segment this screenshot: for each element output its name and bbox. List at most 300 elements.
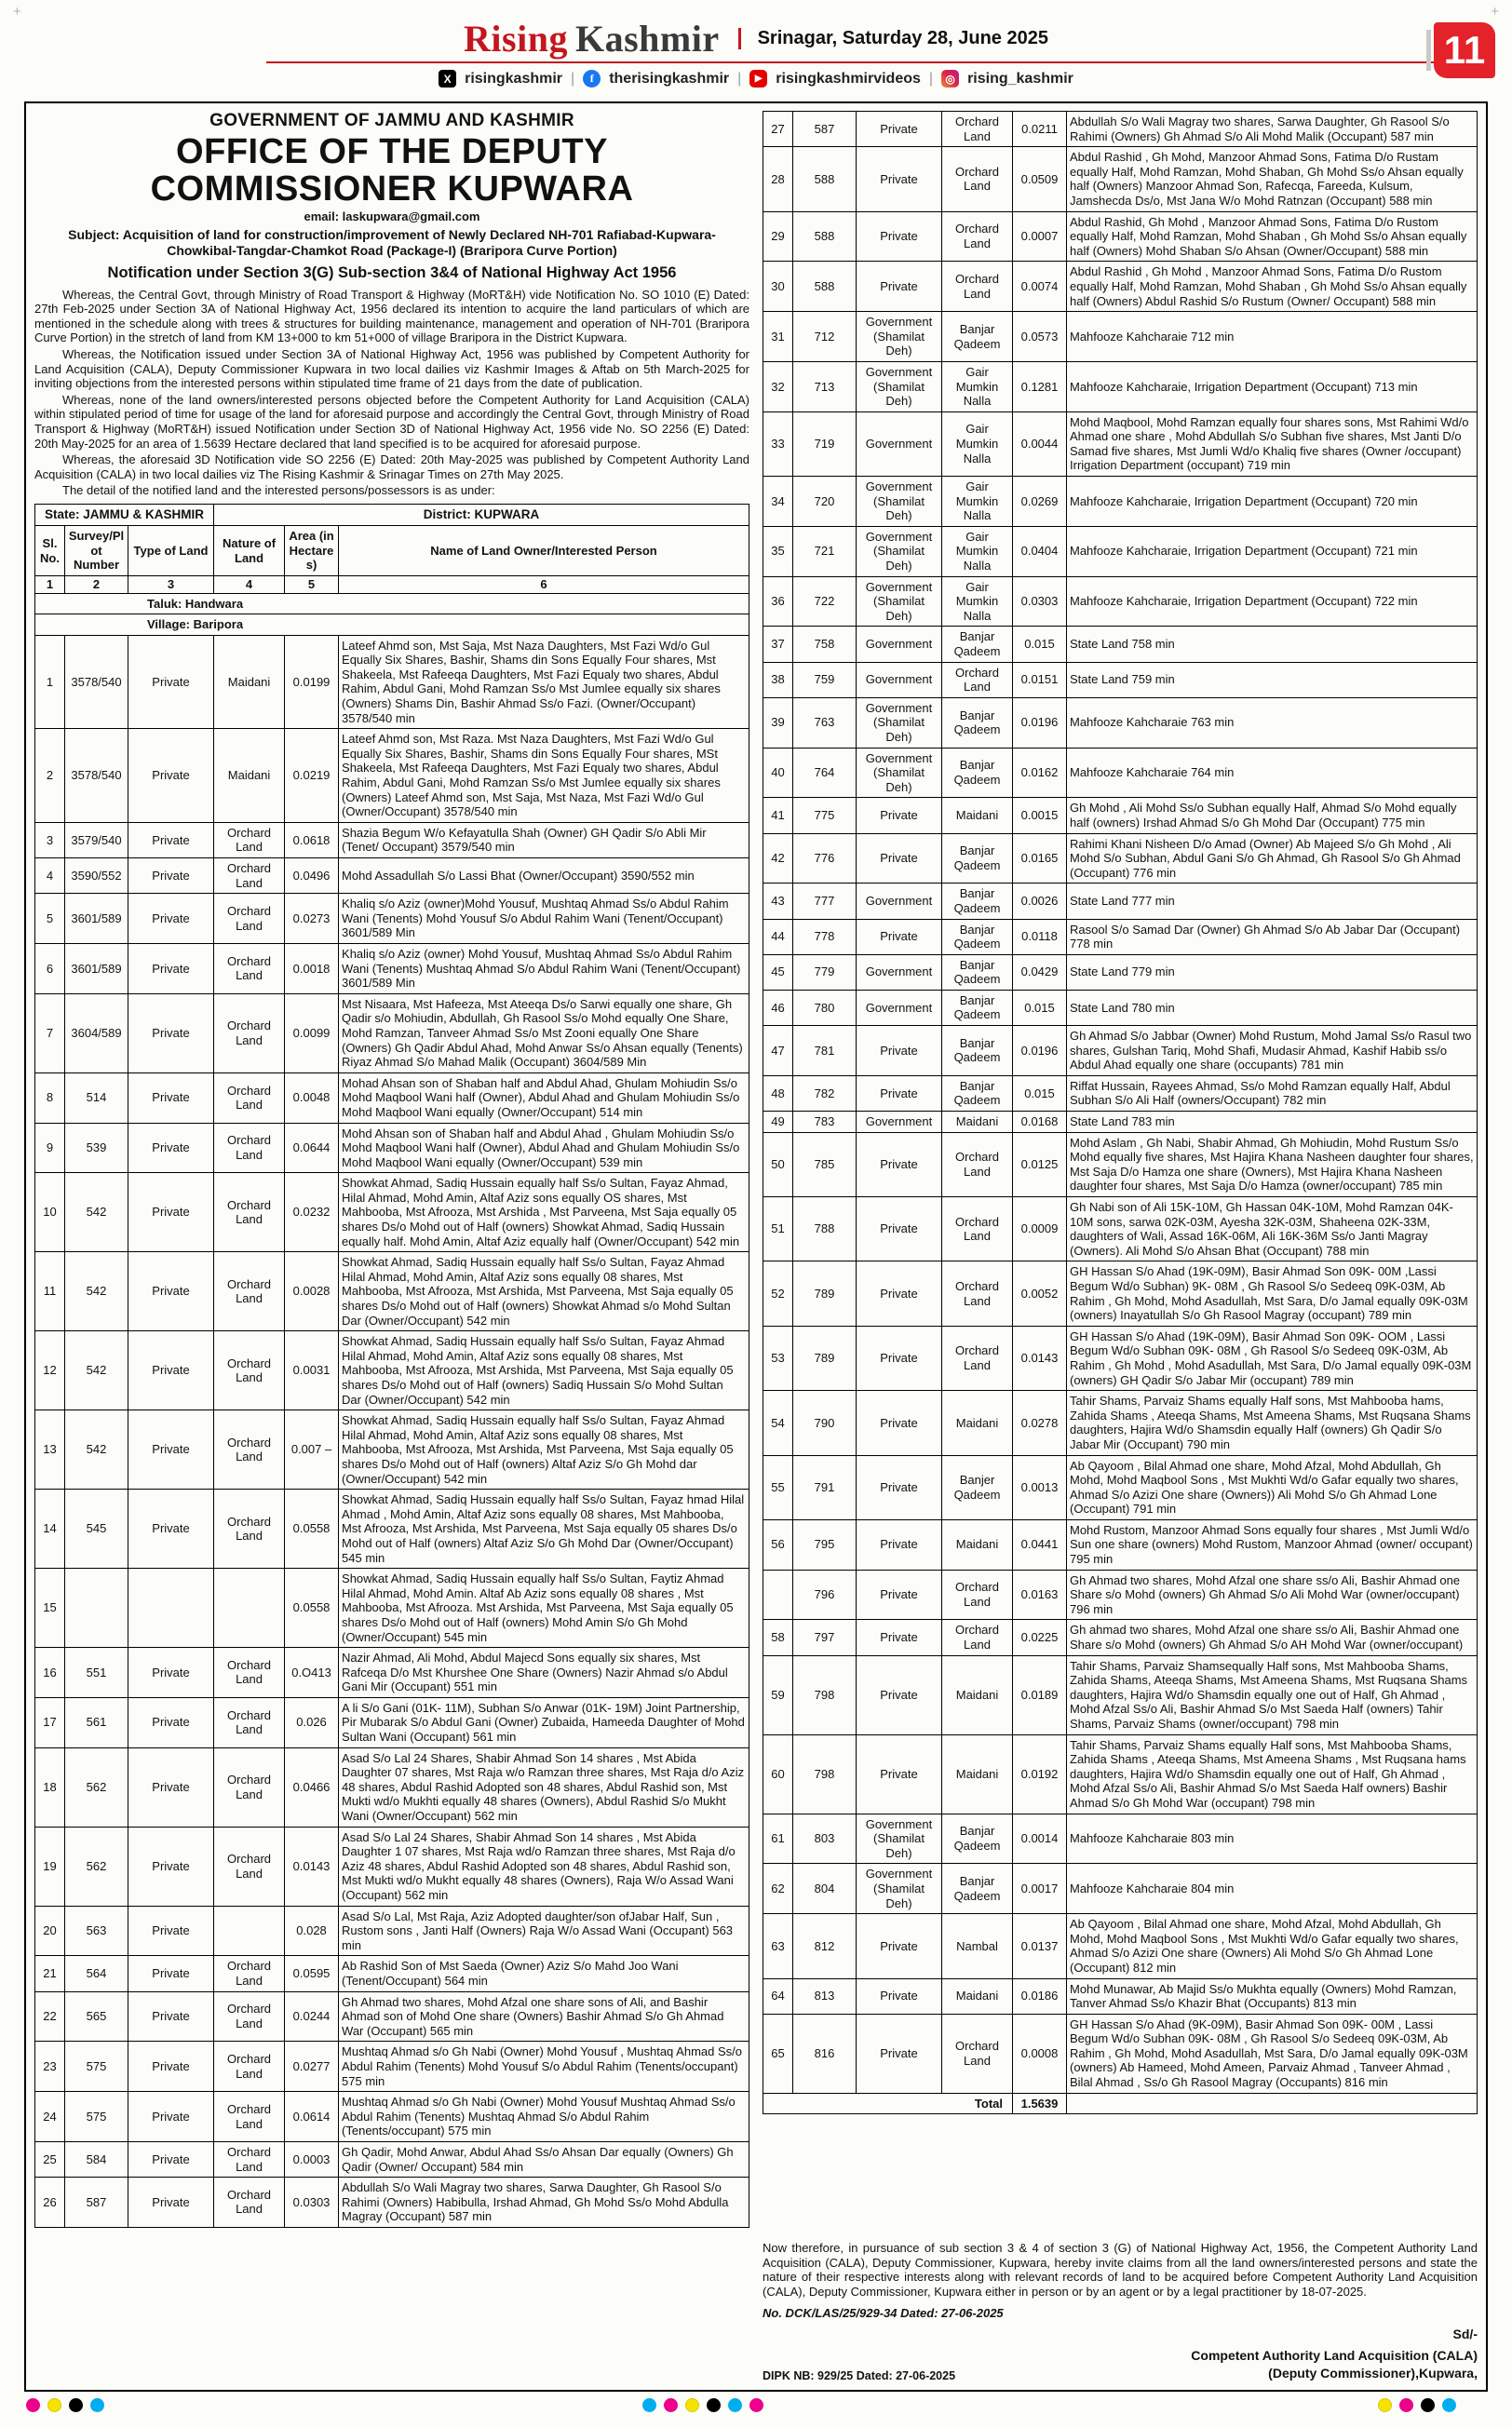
cell-survey: 785 (793, 1132, 857, 1196)
cell-area: 0.0014 (1013, 1814, 1067, 1864)
cell-sl: 13 (35, 1410, 65, 1490)
cell-nature: Orchard Land (942, 1261, 1013, 1326)
cell-survey: 789 (793, 1326, 857, 1390)
land-record-row (35, 1827, 749, 1906)
cell-sl: 63 (763, 1914, 793, 1978)
cell-nature: Orchard Land (214, 1123, 285, 1173)
cell-sl: 62 (763, 1864, 793, 1914)
cell-type: Private (128, 1697, 214, 1747)
cell-type: Private (857, 1455, 942, 1519)
cell-nature: Banjar Qadeem (942, 884, 1013, 919)
notice-paragraph: Whereas, the aforesaid 3D Notification vide SO 2256 (E) Dated: 20th May-2025 was published by Competent Authority Land Acquisition (CALA) in two local dailies viz The Rising Kashmir & Srinagar Times on 27th May 2025. (34, 452, 749, 481)
cell-nature: Banjar Qadeem (942, 1026, 1013, 1076)
cell-name: Gh Ahmad two shares, Mohd Afzal one share sons of Ali, and Bashir Ahmad son of Mohd One share (Owners) Bashir Ahmad S/o Gh Ahmad War (Occupant) 565 min (339, 1991, 749, 2042)
cell-nature: Orchard Land (214, 1410, 285, 1490)
cell-survey: 588 (793, 147, 857, 211)
cell-name: State Land 758 min (1067, 627, 1478, 662)
social-handle-youtube[interactable]: risingkashmirvideos (776, 70, 921, 87)
cell-nature: Orchard Land (942, 1570, 1013, 1620)
cell-name: Shazia Begum W/o Kefayatulla Shah (Owner) GH Qadir S/o Abli Mir (Tenet/ Occupant) 3579/540 min (339, 822, 749, 857)
cell-area: 0.028 (285, 1906, 339, 1956)
cell-name: State Land 783 min (1067, 1112, 1478, 1133)
cell-survey: 816 (793, 2014, 857, 2093)
cell-area: 0.0003 (285, 2141, 339, 2177)
land-record-row (35, 993, 749, 1072)
masthead (0, 0, 1512, 58)
cell-area: 0.0303 (1013, 576, 1067, 627)
cell-area: 0.0618 (285, 822, 339, 857)
page-number-badge: 11 (1434, 22, 1495, 78)
land-record-row (763, 1734, 1478, 1814)
land-record-row (763, 361, 1478, 411)
cell-name: Mohd Aslam , Gh Nabi, Shabir Ahmad, Gh Mohiudin, Mohd Rustum Ss/o Mohd equally five shares, Mst Hajira Khana Nasheen daughter four shares, Mst Saja D/o Hamza one share (Owners), Mst Hajira Khana Nasheen daughter four shares, Mst Saja D/o Hamza (owner/occupant) 785 min (1067, 1132, 1478, 1196)
registration-marks-center (642, 2398, 763, 2412)
cell-type: Private (128, 2092, 214, 2142)
cell-area: 0.0186 (1013, 1978, 1067, 2014)
social-handle-facebook[interactable]: therisingkashmir (609, 70, 730, 87)
cell-nature: Banjar Qadeem (942, 748, 1013, 798)
cell-type: Private (857, 1734, 942, 1814)
cell-nature: Banjar Qadeem (942, 312, 1013, 362)
header-sl: Sl. No. (35, 526, 65, 576)
cell-nature: Orchard Land (214, 1956, 285, 1991)
office-line: (Deputy Commissioner),Kupwara, (1268, 2366, 1478, 2381)
cell-survey: 780 (793, 990, 857, 1025)
cell-type: Government (Shamilat Deh) (857, 748, 942, 798)
cell-type: Government (857, 627, 942, 662)
registration-marks-left (26, 2398, 104, 2412)
separator: | (571, 70, 575, 87)
cell-area: 0.0168 (1013, 1112, 1067, 1133)
cell-nature: Maidani (214, 635, 285, 729)
cell-nature (214, 1906, 285, 1956)
cell-area: 0.0273 (285, 894, 339, 944)
government-line: GOVERNMENT OF JAMMU AND KASHMIR (209, 111, 574, 130)
cell-type: Private (128, 858, 214, 894)
cell-survey: 542 (65, 1331, 128, 1410)
land-record-row (35, 1173, 749, 1252)
cell-name: Mahfooze Kahcharaie 804 min (1067, 1864, 1478, 1914)
cell-area: 0.0199 (285, 635, 339, 729)
village-label: Village: Baripora (35, 614, 749, 636)
cell-nature: Gair Mumkin Nalla (942, 411, 1013, 476)
table-header-row (35, 526, 749, 576)
land-record-row (763, 1075, 1478, 1111)
cell-sl: 54 (763, 1391, 793, 1455)
social-handle-instagram[interactable]: rising_kashmir (967, 70, 1073, 87)
cell-name: Riffat Hussain, Rayees Ahmad, Ss/o Mohd Ramzan equally Half, Abdul Subhan S/o Ali Half (owners/Occupant) 782 min (1067, 1075, 1478, 1111)
cell-survey: 790 (793, 1391, 857, 1455)
cell-type: Private (128, 1123, 214, 1173)
cell-type: Private (857, 1570, 942, 1620)
cell-area: 0.0466 (285, 1747, 339, 1827)
cell-nature: Orchard Land (942, 1197, 1013, 1261)
cell-nature: Banjar Qadeem (942, 919, 1013, 954)
cell-type: Private (857, 1914, 942, 1978)
cell-sl: 22 (35, 1991, 65, 2042)
cell-name: Asad S/o Lal, Mst Raja, Aziz Adopted daughter/son ofJabar Half, Sun , Rustom sons , Janti Half (Owners) Raja W/o Assad Wani (Occupant) 563 min (339, 1906, 749, 1956)
social-handle-x[interactable]: risingkashmir (465, 70, 563, 87)
cell-nature: Orchard Land (214, 894, 285, 944)
cell-survey: 788 (793, 1197, 857, 1261)
land-record-row (763, 1978, 1478, 2014)
cell-survey: 575 (65, 2042, 128, 2092)
cell-nature: Orchard Land (942, 262, 1013, 312)
registration-marks-right (1378, 2398, 1456, 2412)
land-record-row (35, 1123, 749, 1173)
cell-sl: 6 (35, 943, 65, 993)
cell-name: Gh Ahmad S/o Jabbar (Owner) Mohd Rustum, Mohd Jamal Ss/o Rasul two shares, Gulshan Tariq, Mohd Shafi, Mudasir Ahmad, Kashif Habib ss/o Abdul Ahad equally one share (occupants) 781 min (1067, 1026, 1478, 1076)
cell-type: Private (857, 1391, 942, 1455)
cell-nature: Orchard Land (214, 1072, 285, 1123)
land-record-row (763, 919, 1478, 954)
cell-name: A li S/o Gani (01K- 11M), Subhan S/o Anwar (01K- 19M) Joint Partnership, Pir Mubarak S/o Abdul Gani (Owner) Zubaida, Hameeda Daughter of Mohd Sultan Wani (Occupant) 561 min (339, 1697, 749, 1747)
cell-sl: 25 (35, 2141, 65, 2177)
cell-type (128, 1569, 214, 1648)
cell-nature: Gair Mumkin Nalla (942, 477, 1013, 527)
cell-name: Mohd Ahsan son of Shaban half and Abdul Ahad , Ghulam Mohiudin Ss/o Mohd Maqbool Wani half (Owner), Abdul Ahad and Ghulam Mohiudin Ss/o Mohd Maqbool Wani equally (Owner/Occupant) 539 min (339, 1123, 749, 1173)
notice-frame (24, 101, 1488, 2392)
cell-sl: 64 (763, 1978, 793, 2014)
signature-row (763, 2326, 1478, 2382)
cell-name: Tahir Shams, Parvaiz Shams equally Half sons, Mst Mahbooba hams, Zahida Shams , Ateeqa Shams, Mst Ameena Shams, Mst Ruqsana Shams daughters, Hajira Wd/o Shamsdin equally Half (owners) Gh Qadir S/o Jabar Mir (Occupant) 790 min (1067, 1391, 1478, 1455)
cell-area: 0.0018 (285, 943, 339, 993)
cell-nature: Orchard Land (942, 211, 1013, 262)
cell-sl: 3 (35, 822, 65, 857)
cell-area: 0.0162 (1013, 748, 1067, 798)
cell-type: Private (857, 1655, 942, 1734)
cell-survey: 804 (793, 1864, 857, 1914)
cell-area: 0.1281 (1013, 361, 1067, 411)
cell-type: Private (128, 1956, 214, 1991)
cell-type: Private (857, 1519, 942, 1570)
cell-sl: 45 (763, 954, 793, 990)
cell-type: Private (128, 1747, 214, 1827)
cell-sl: 12 (35, 1331, 65, 1410)
cell-area: 0.0017 (1013, 1864, 1067, 1914)
notice-paragraph: Whereas, none of the land owners/interested persons objected before the Competent Authority for Land Acquisition (CALA) within stipulated period of time for usage of the land for aforesaid purpose and accordingly the Central Govt, through Ministry of Road Transport & Highway (MoRT&H) issued Notification under Section 3D of National Highway Act, 1956 vide No. SO 2256 (E) Dated: 20th May-2025 for an area of 1.5639 Hectare declared that land specified is to be acquired for aforesaid purpose. (34, 392, 749, 451)
cell-sl: 52 (763, 1261, 793, 1326)
cell-area: 0.0048 (285, 1072, 339, 1123)
cell-nature: Orchard Land (942, 147, 1013, 211)
cell-name: Mahfooze Kahcharaie, Irrigation Department (Occupant) 720 min (1067, 477, 1478, 527)
cell-type: Private (128, 1173, 214, 1252)
cell-type: Private (128, 2178, 214, 2228)
cell-area: 0.0044 (1013, 411, 1067, 476)
cell-survey: 783 (793, 1112, 857, 1133)
cell-nature: Banjar Qadeem (942, 954, 1013, 990)
cell-type: Government (Shamilat Deh) (857, 477, 942, 527)
instagram-icon: ◎ (941, 70, 959, 88)
cell-survey: 781 (793, 1026, 857, 1076)
cell-survey: 798 (793, 1734, 857, 1814)
cell-sl: 8 (35, 1072, 65, 1123)
land-record-row (763, 1914, 1478, 1978)
cell-nature: Orchard Land (942, 1620, 1013, 1655)
land-record-row (763, 990, 1478, 1025)
cell-area: 0.0143 (1013, 1326, 1067, 1390)
land-record-row (763, 1197, 1478, 1261)
cell-sl: 24 (35, 2092, 65, 2142)
sd-line: Sd/- (1452, 2327, 1478, 2342)
cell-sl: 51 (763, 1197, 793, 1261)
village-row (35, 614, 749, 636)
land-record-row (35, 635, 749, 729)
col-number: 4 (214, 575, 285, 593)
cell-nature: Orchard Land (214, 858, 285, 894)
cell-name: Asad S/o Lal 24 Shares, Shabir Ahmad Son 14 shares , Mst Abida Daughter 1 07 shares, Mst Raja wd/o Ramzan three shares, Mst Raja d/o Aziz 48 shares, Abdul Rashid Adopted son 48 shares, Abdul Rashid son, Mst Mukti wd/o Mukht equally 48 shares (Owners), Raja W/o Assad Wani (Occupant) 562 min (339, 1827, 749, 1906)
cell-nature: Banjar Qadeem (942, 1814, 1013, 1864)
cell-nature: Orchard Land (214, 2141, 285, 2177)
edition-date: Srinagar, Saturday 28, June 2025 (738, 28, 1048, 49)
land-record-row (763, 1864, 1478, 1914)
cell-type: Private (857, 1261, 942, 1326)
cell-type: Government (857, 954, 942, 990)
cell-name: Nazir Ahmad, Ali Mohd, Abdul Majecd Sons equally six shares, Mst Rafceqa D/o Mst Khurshee One Share (Owners) Nazir Ahmad s/o Abdul Gani Mir (Occupant) 551 min (339, 1648, 749, 1698)
cell-name: Mahfooze Kahcharaie, Irrigation Department (Occupant) 722 min (1067, 576, 1478, 627)
cell-name: Abdul Rashid , Gh Mohd , Manzoor Ahmad Sons, Fatima D/o Rustom equally Half, Mohd Ramzan, Mohd Shaban , Gh Mohd Ss/o Ahsan equally half (Owners) Abdul Rashid S/o Rustum (Owner/ Occupant) 588 min (1067, 262, 1478, 312)
cell-area: 0.O413 (285, 1648, 339, 1698)
crop-mark: + (13, 4, 21, 20)
land-record-row (35, 2178, 749, 2228)
cell-sl: 9 (35, 1123, 65, 1173)
notice-paragraph: Whereas, the Notification issued under Section 3A of National Highway Act, 1956 was published by Competent Authority for Land Acquisition (CALA), Deputy Commissioner Kupwara in two local dailies viz Kashmir Images & Aftab on 5th March-2025 for inviting objections from the interested persons within stipulated time frame of 21 days from the date of publication. (34, 347, 749, 391)
cell-area: 0.0278 (1013, 1391, 1067, 1455)
land-record-row (35, 1490, 749, 1569)
total-area-value: 1.5639 (1013, 2093, 1067, 2114)
cell-survey: 798 (793, 1655, 857, 1734)
cell-sl: 10 (35, 1173, 65, 1252)
cell-survey: 719 (793, 411, 857, 476)
land-record-row (35, 1991, 749, 2042)
cell-name: GH Hassan S/o Ahad (19K-09M), Basir Ahmad Son 09K- 00M ,Lassi Begum Wd/o Subhan) 9K- 08M , Gh Rasool S/o Sedeeq 09K-03M, Ab Rahim , Gh Mohd, Mohd Asadullah, Mst Sara, D/o Jamal equally 09K-03M (owners) Inayatullah S/o Gh Rasool Magray (occupant) 789 min (1067, 1261, 1478, 1326)
cell-area: 0.0277 (285, 2042, 339, 2092)
cell-area: 0.0573 (1013, 312, 1067, 362)
cell-nature (214, 1569, 285, 1648)
cell-sl: 43 (763, 884, 793, 919)
cell-sl: 4 (35, 858, 65, 894)
reference-number: No. DCK/LAS/25/929-34 Dated: 27-06-2025 (763, 2306, 1004, 2321)
cell-sl: 48 (763, 1075, 793, 1111)
cell-nature: Banjar Qadeem (942, 627, 1013, 662)
header-survey: Survey/Plot Number (65, 526, 128, 576)
cell-survey (65, 1569, 128, 1648)
authority-line: Competent Authority Land Acquisition (CALA) (1191, 2348, 1478, 2364)
cell-nature: Orchard Land (214, 1331, 285, 1410)
land-record-row (763, 884, 1478, 919)
cell-area: 0.0143 (285, 1827, 339, 1906)
cell-name: Mahfooze Kahcharaie 712 min (1067, 312, 1478, 362)
brand-first-word: Rising (464, 17, 568, 60)
cell-type: Private (128, 2042, 214, 2092)
land-record-row (763, 262, 1478, 312)
land-record-row (35, 1252, 749, 1331)
cell-survey: 763 (793, 697, 857, 748)
cell-area: 0.026 (285, 1697, 339, 1747)
cell-sl: 30 (763, 262, 793, 312)
land-record-row (763, 662, 1478, 697)
cell-sl: 16 (35, 1648, 65, 1698)
cell-nature: Maidani (942, 798, 1013, 833)
cell-nature: Maidani (214, 729, 285, 823)
cell-name: Mahfooze Kahcharaie 803 min (1067, 1814, 1478, 1864)
cell-name: Tahir Shams, Parvaiz Shams equally Half sons, Mst Mahbooba Shams, Zahida Shams , Ateeqa Shams, Mst Ameena Shams , Mst Ruqsana hams daughters, Hajira Wd/o Shamsdin equally one out of Half, Gh Ahmad , Mohd Afzal Ss/o Ali, Bashir Ahmad S/o Mst Saeda Half owners) Bashir Ahmad S/o Gh Mohd War (occupant) 798 min (1067, 1734, 1478, 1814)
cell-survey: 584 (65, 2141, 128, 2177)
cell-sl: 21 (35, 1956, 65, 1991)
cell-area: 0.0151 (1013, 662, 1067, 697)
cell-sl: 18 (35, 1747, 65, 1827)
email-line[interactable]: email: laskupwara@gmail.com (304, 209, 480, 224)
cell-nature: Orchard Land (214, 2042, 285, 2092)
cell-area: 0.007 – (285, 1410, 339, 1490)
cell-sl: 14 (35, 1490, 65, 1569)
land-record-row (763, 1620, 1478, 1655)
cell-survey: 803 (793, 1814, 857, 1864)
cell-sl: 36 (763, 576, 793, 627)
cell-name: Ab Rashid Son of Mst Saeda (Owner) Aziz S/o Mahd Joo Wani (Tenent/Occupant) 564 min (339, 1956, 749, 1991)
cell-name: Ab Qayoom , Bilal Ahmad one share, Mohd Afzal, Mohd Abdullah, Gh Mohd, Mohd Maqbool Sons , Mst Mukhti Wd/o Gafar equally two shares, Ahmad S/o Azizi One share (Owners) Ali Mohd S/o Gh Ahmad Lone (Occupant) 812 min (1067, 1914, 1478, 1978)
cell-sl: 19 (35, 1827, 65, 1906)
cell-survey: 813 (793, 1978, 857, 2014)
cell-nature: Orchard Land (942, 1326, 1013, 1390)
cell-type: Private (857, 1978, 942, 2014)
cell-area: 0.0163 (1013, 1570, 1067, 1620)
cell-type: Government (857, 662, 942, 697)
land-record-row (763, 526, 1478, 576)
cell-survey: 3578/540 (65, 729, 128, 823)
subject-line: Subject: Acquisition of land for construction/improvement of Newly Declared NH-701 Rafiabad-Kupwara-Chowkibal-Tangdar-Chamkot Road (Package-I) (Braripora Curve Portion) (68, 227, 716, 258)
land-record-row (763, 1132, 1478, 1196)
land-record-row (763, 1455, 1478, 1519)
cell-type: Private (128, 943, 214, 993)
cell-area: 0.0137 (1013, 1914, 1067, 1978)
cell-survey: 514 (65, 1072, 128, 1123)
cell-type: Government (Shamilat Deh) (857, 361, 942, 411)
cell-survey: 3579/540 (65, 822, 128, 857)
cell-survey: 564 (65, 1956, 128, 1991)
cell-name: State Land 759 min (1067, 662, 1478, 697)
cell-area: 0.0232 (285, 1173, 339, 1252)
land-record-row (763, 1570, 1478, 1620)
cell-name: Abdul Rashid , Gh Mohd, Manzoor Ahmad Sons, Fatima D/o Rustam equally Half, Mohd Ramzan, Mohd Shaban, Gh Mohd Ss/o Ahsan equally half (Owners) Manzoor Ahmad Son, Rafecqa, Fareeda, Kulsum, Jamshecda Ds/o, Mst Jana W/o Mohd Ratnzan (Occupant) 588 min (1067, 147, 1478, 211)
cell-nature: Orchard Land (942, 112, 1013, 147)
cell-type: Private (128, 1648, 214, 1698)
cell-survey: 758 (793, 627, 857, 662)
cell-type: Government (857, 884, 942, 919)
land-record-row (35, 1648, 749, 1698)
cell-name: Asad S/o Lal 24 Shares, Shabir Ahmad Son 14 shares , Mst Abida Daughter 07 shares, Mst Raja w/o Ramzan three shares, Mst Raja d/o Aziz 48 shares, Abdul Rashid Adopted son 48 shares, Abdul Rashid son, Mst Mukti wd/o Mukhti equally 48 shares (Owners), Abdul Rashid S/o Mukht Wani (Owner/Occupant) 562 min (339, 1747, 749, 1827)
cell-type: Government (Shamilat Deh) (857, 576, 942, 627)
land-record-row (35, 1331, 749, 1410)
cell-name: Mohd Maqbool, Mohd Ramzan equally four shares sons, Mst Rahimi Wd/o Ahmad one share , Mohd Abdullah S/o Subhan five shares, Mst Janti D/o Samad five shares, Mst Jumli Wd/o Khaliq five shares (Owner /occupant) Irrigation Department (occupant) 719 min (1067, 411, 1478, 476)
cell-nature: Orchard Land (942, 2014, 1013, 2093)
land-record-row (35, 858, 749, 894)
land-record-row (763, 627, 1478, 662)
cell-sl: 17 (35, 1697, 65, 1747)
cell-area: 0.015 (1013, 990, 1067, 1025)
cell-survey: 775 (793, 798, 857, 833)
cell-sl: 49 (763, 1112, 793, 1133)
cell-survey: 764 (793, 748, 857, 798)
cell-area: 0.0196 (1013, 697, 1067, 748)
cell-sl: 32 (763, 361, 793, 411)
cell-survey: 713 (793, 361, 857, 411)
cell-survey: 3601/589 (65, 943, 128, 993)
cell-type: Private (128, 729, 214, 823)
cell-nature: Nambal (942, 1914, 1013, 1978)
cell-area: 0.0496 (285, 858, 339, 894)
cell-area: 0.015 (1013, 1075, 1067, 1111)
cell-name: Mushtaq Ahmad s/o Gh Nabi (Owner) Mohd Yousuf , Mushtaq Ahmad Ss/o Abdul Rahim (Tenents) Mohd Yousuf S/o Abdul Rahim (Tenents/occupant) 575 min (339, 2042, 749, 2092)
cell-area: 0.0009 (1013, 1197, 1067, 1261)
cell-name: Showkat Ahmad, Sadiq Hussain equally half Ss/o Sultan, Fayaz Ahmad Hilal Ahmad, Mohd Amin, Altaf Aziz sons equally 08 shares, Mst Mahbooba, Mst Afrooza, Mst Arshida, Mst Parveena, Mst Saja equally 05 shares Ds/o Mohd out of Half (owners) Sadiq Hussain S/o Mohd Sultan Dar (Owner/Occupant) 542 min (339, 1331, 749, 1410)
cell-type: Private (857, 1620, 942, 1655)
cell-sl: 35 (763, 526, 793, 576)
cell-type: Government (857, 1112, 942, 1133)
cell-sl: 53 (763, 1326, 793, 1390)
land-record-row (763, 112, 1478, 147)
cell-sl: 33 (763, 411, 793, 476)
land-record-row (763, 1326, 1478, 1390)
land-record-row (763, 147, 1478, 211)
cell-name: Gh Ahmad two shares, Mohd Afzal one share ss/o Ali, Bashir Ahmad one Share s/o Mohd (owners) Gh Ahmad S/o Ali Mohd War (owner/occupant) 796 min (1067, 1570, 1478, 1620)
cell-nature: Gair Mumkin Nalla (942, 576, 1013, 627)
cell-name: Mahfooze Kahcharaie 764 min (1067, 748, 1478, 798)
land-record-row (763, 833, 1478, 884)
cell-sl: 38 (763, 662, 793, 697)
cell-sl: 56 (763, 1519, 793, 1570)
cell-survey: 539 (65, 1123, 128, 1173)
cell-survey: 588 (793, 262, 857, 312)
cell-nature: Orchard Land (214, 1173, 285, 1252)
cell-survey: 812 (793, 1914, 857, 1978)
cell-nature: Orchard Land (214, 2092, 285, 2142)
land-record-row (763, 2014, 1478, 2093)
notification-heading: Notification under Section 3(G) Sub-section 3&4 of National Highway Act 1956 (107, 263, 677, 281)
cell-name: Rasool S/o Samad Dar (Owner) Gh Ahmad S/o Ab Jabar Dar (Occupant) 778 min (1067, 919, 1478, 954)
cell-survey: 782 (793, 1075, 857, 1111)
cell-survey: 777 (793, 884, 857, 919)
cell-sl: 61 (763, 1814, 793, 1864)
cell-type: Private (857, 1026, 942, 1076)
cell-name: Mahfooze Kahcharaie 763 min (1067, 697, 1478, 748)
cell-name: Gh ahmad two shares, Mohd Afzal one share ss/o Ali, Bashir Ahmad one Share s/o Mohd (owners) Gh Ahmad S/o AH Mohd War (owner/occupant) (1067, 1620, 1478, 1655)
cell-area: 0.0211 (1013, 112, 1067, 147)
cell-nature: Banjar Qadeem (942, 697, 1013, 748)
total-row (763, 2093, 1478, 2114)
cell-area: 0.0614 (285, 2092, 339, 2142)
cell-nature: Orchard Land (214, 1991, 285, 2042)
newspaper-logo (464, 17, 720, 61)
cell-sl: 20 (35, 1906, 65, 1956)
cell-area: 0.0244 (285, 1991, 339, 2042)
cell-sl: 65 (763, 2014, 793, 2093)
cell-type: Private (857, 147, 942, 211)
cell-area: 0.0013 (1013, 1455, 1067, 1519)
cell-area: 0.0441 (1013, 1519, 1067, 1570)
cell-name: Showkat Ahmad, Sadiq Hussain equally half Ss/o Sultan, Faytiz Ahmad Hilal Ahmad, Mohd Amin. Altaf Ab Aziz sons equally 08 shares , Mst Mahbooba, Mst Afrooza. Mst Arshida, Mst Parveena, Mst Saja equally 05 shares Ds/o Mohd out of Half (owners) Mohd Amin S/o Gh Mohd (Owner/Occupant) 545 min (339, 1569, 749, 1648)
cell-type: Private (128, 1072, 214, 1123)
cell-survey: 562 (65, 1827, 128, 1906)
cell-survey: 587 (793, 112, 857, 147)
cell-nature: Orchard Land (214, 1827, 285, 1906)
cell-name: Mahfooze Kahcharaie, Irrigation Department (Occupant) 721 min (1067, 526, 1478, 576)
land-record-row (763, 697, 1478, 748)
cell-sl: 15 (35, 1569, 65, 1648)
header-area: Area (in Hectares) (285, 526, 339, 576)
cell-nature: Banjar Qadeem (942, 1864, 1013, 1914)
separator: | (928, 70, 934, 87)
